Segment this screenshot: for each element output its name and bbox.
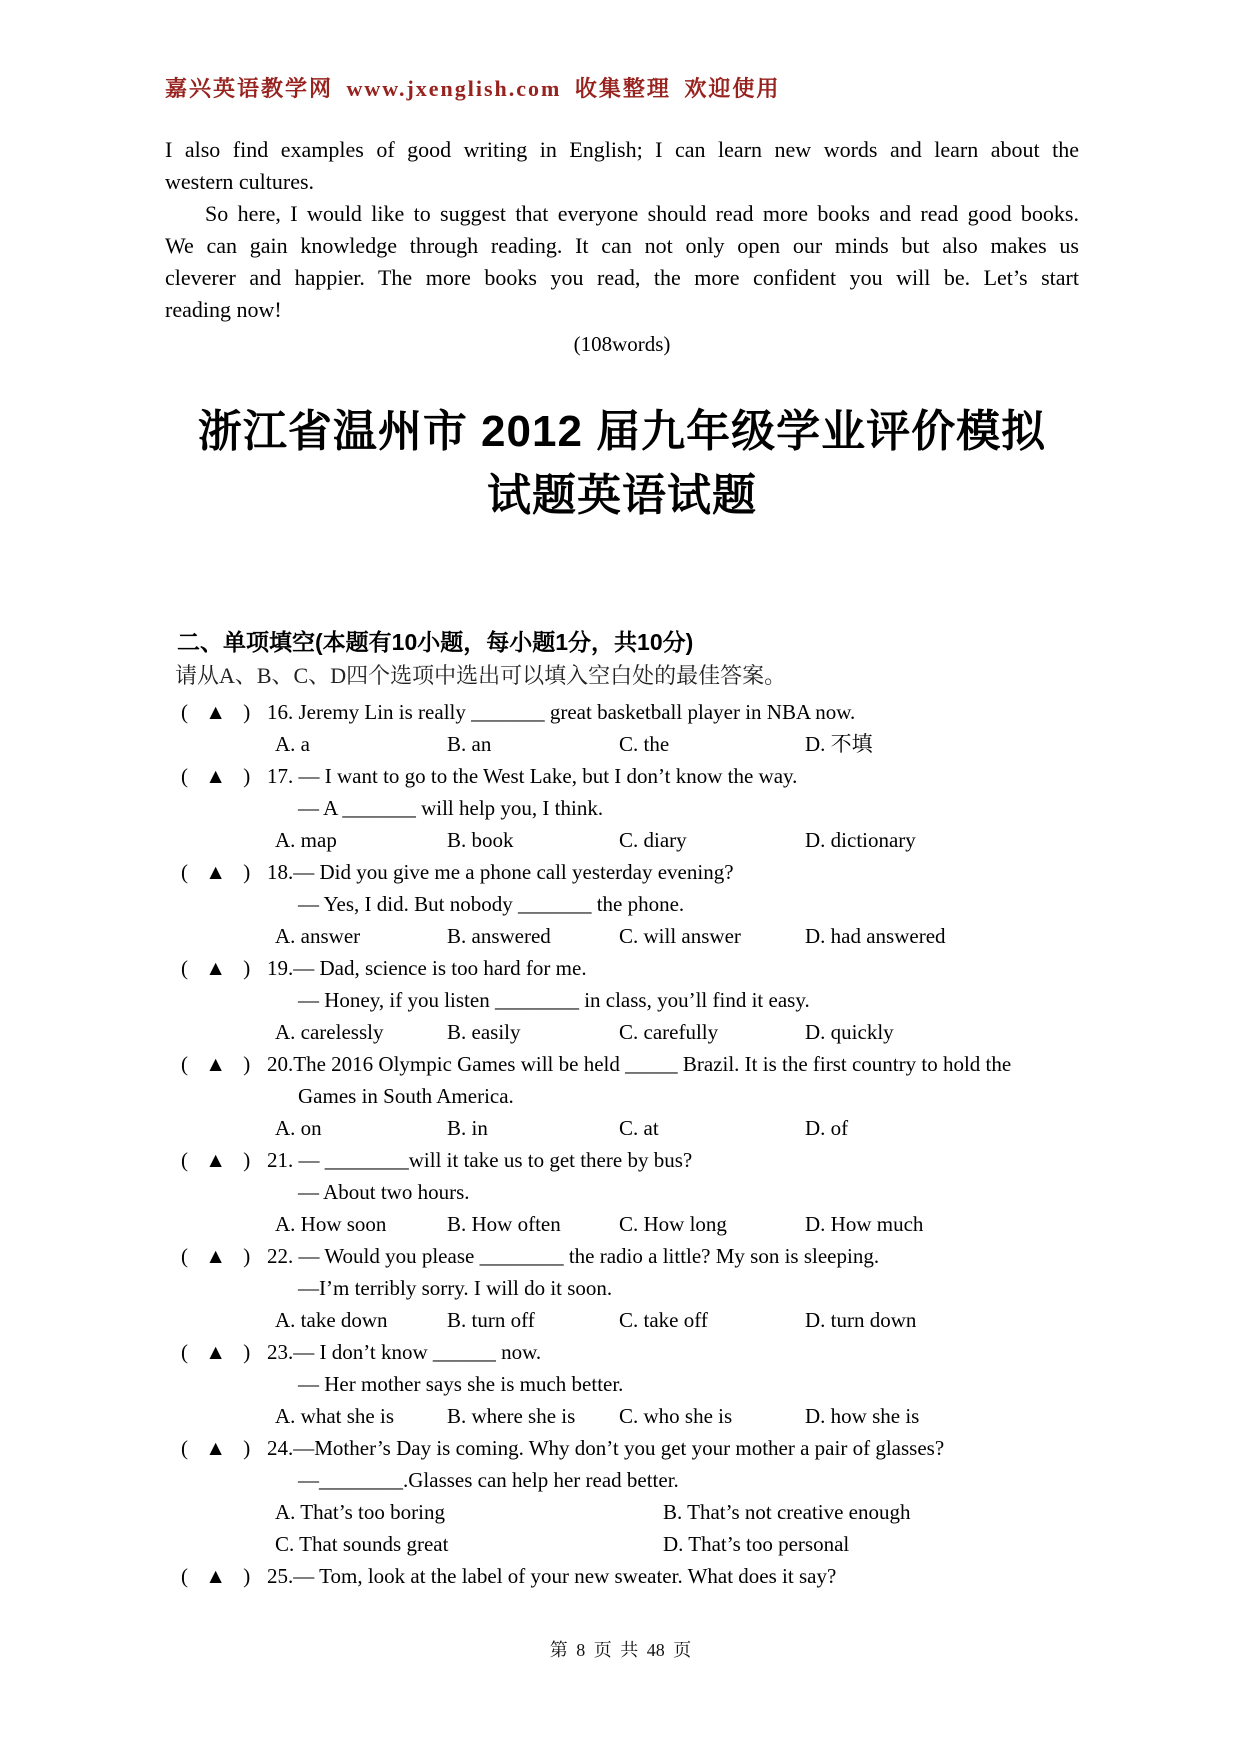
- option: D. quickly: [805, 1020, 894, 1044]
- question-first-line: [165, 760, 1079, 792]
- options-row: [275, 1400, 1079, 1432]
- options-row: [275, 824, 1079, 856]
- question-item: [165, 760, 1079, 856]
- option: B. in: [447, 1116, 488, 1140]
- answer-marker: ( ▲ ): [181, 1148, 251, 1172]
- question-text: 19.— Dad, science is too hard for me.: [267, 956, 587, 980]
- option: D. dictionary: [805, 828, 916, 852]
- answer-marker: ( ▲ ): [181, 700, 251, 724]
- question-first-line: [165, 952, 1079, 984]
- question-text: 16. Jeremy Lin is really _______ great basketball player in NBA now.: [267, 700, 856, 724]
- question-line: —________.Glasses can help her read better.: [298, 1468, 679, 1492]
- option: C. the: [619, 732, 670, 756]
- option: A. what she is: [275, 1404, 394, 1428]
- option: C. How long: [619, 1212, 727, 1236]
- option: D. turn down: [805, 1308, 917, 1332]
- question-list: [165, 696, 1079, 1592]
- question-text: 23.— I don’t know ______ now.: [267, 1340, 542, 1364]
- option: C. carefully: [619, 1020, 719, 1044]
- option: D. 不填: [805, 732, 873, 756]
- question-item: [165, 1560, 1079, 1592]
- option: A. on: [275, 1116, 322, 1140]
- answer-marker: ( ▲ ): [181, 1564, 251, 1588]
- option: C. take off: [619, 1308, 708, 1332]
- page-content: [165, 134, 1079, 1592]
- option: C. at: [619, 1116, 659, 1140]
- option: C. who she is: [619, 1404, 733, 1428]
- answer-marker: ( ▲ ): [181, 1052, 251, 1076]
- question-text: 21. — ________will it take us to get there by bus?: [267, 1148, 693, 1172]
- answer-marker: ( ▲ ): [181, 956, 251, 980]
- question-first-line: [165, 1336, 1079, 1368]
- site-header: [165, 72, 780, 103]
- options-row: [275, 1496, 1079, 1560]
- question-line: Games in South America.: [298, 1084, 514, 1108]
- question-item: [165, 1432, 1079, 1560]
- options-row: [275, 1112, 1079, 1144]
- option: C. diary: [619, 828, 687, 852]
- option: B. where she is: [447, 1404, 576, 1428]
- question-first-line: [165, 1560, 1079, 1592]
- question-line: — Her mother says she is much better.: [298, 1372, 624, 1396]
- question-text: 25.— Tom, look at the label of your new sweater. What does it say?: [267, 1564, 837, 1588]
- word-count: (108words): [573, 332, 671, 356]
- passage-line: reading now!: [165, 297, 282, 322]
- answer-marker: ( ▲ ): [181, 1244, 251, 1268]
- page-footer: [0, 1636, 1241, 1662]
- option: B. an: [447, 732, 492, 756]
- option: A. map: [275, 828, 337, 852]
- option: D. How much: [805, 1212, 924, 1236]
- passage-line: So here, I would like to suggest that everyone should read more books and read good books.: [205, 201, 1079, 226]
- passage-line: western cultures.: [165, 169, 315, 194]
- question-line: — About two hours.: [298, 1180, 470, 1204]
- option: D. of: [805, 1116, 849, 1140]
- section-heading: 二、单项填空(本题有10小题，每小题1分，共10分): [177, 629, 694, 655]
- question-line: — A _______ will help you, I think.: [298, 796, 604, 820]
- options-row: [275, 1208, 1079, 1240]
- option: B. That’s not creative enough: [663, 1500, 911, 1524]
- option: C. will answer: [619, 924, 741, 948]
- options-row: [275, 1304, 1079, 1336]
- question-text: 18.— Did you give me a phone call yesterday evening?: [267, 860, 734, 884]
- answer-marker: ( ▲ ): [181, 1340, 251, 1364]
- question-item: [165, 1240, 1079, 1336]
- passage-line: cleverer and happier. The more books you read, the more confident you will be. Let’s start: [165, 265, 1079, 290]
- question-item: [165, 1336, 1079, 1432]
- question-item: [165, 952, 1079, 1048]
- option: D. how she is: [805, 1404, 920, 1428]
- option: A. take down: [275, 1308, 388, 1332]
- option: D. That’s too personal: [663, 1532, 850, 1556]
- option: B. book: [447, 828, 514, 852]
- question-first-line: [165, 1432, 1079, 1464]
- section-instruction: 请从A、B、C、D四个选项中选出可以填入空白处的最佳答案。: [175, 663, 787, 688]
- question-item: [165, 1144, 1079, 1240]
- question-line: — Yes, I did. But nobody _______ the phone.: [298, 892, 685, 916]
- question-text: 17. — I want to go to the West Lake, but I don’t know the way.: [267, 764, 798, 788]
- options-row: [275, 1016, 1079, 1048]
- answer-marker: ( ▲ ): [181, 860, 251, 884]
- option: B. answered: [447, 924, 551, 948]
- passage-line: I also find examples of good writing in English; I can learn new words and learn about the: [165, 137, 1079, 162]
- exam-title: [165, 400, 1079, 528]
- question-item: [165, 1048, 1079, 1144]
- option: C. That sounds great: [275, 1532, 449, 1556]
- option: A. That’s too boring: [275, 1500, 445, 1524]
- question-text: 20.The 2016 Olympic Games will be held _____ Brazil. It is the first country to hold the: [267, 1052, 1012, 1076]
- passage-line: We can gain knowledge through reading. It can not only open our minds but also makes us: [165, 233, 1079, 258]
- options-row: [275, 728, 1079, 760]
- question-first-line: [165, 856, 1079, 888]
- option: A. answer: [275, 924, 361, 948]
- answer-marker: ( ▲ ): [181, 1436, 251, 1460]
- page-number: 第 8 页 共 48 页: [549, 1640, 692, 1660]
- question-text: 24.—Mother’s Day is coming. Why don’t you get your mother a pair of glasses?: [267, 1436, 945, 1460]
- option: D. had answered: [805, 924, 946, 948]
- answer-marker: ( ▲ ): [181, 764, 251, 788]
- option: A. How soon: [275, 1212, 387, 1236]
- question-first-line: [165, 696, 1079, 728]
- question-item: [165, 696, 1079, 760]
- option: A. a: [275, 732, 310, 756]
- question-text: 22. — Would you please ________ the radio a little? My son is sleeping.: [267, 1244, 880, 1268]
- passage-paragraph: [165, 198, 1079, 326]
- reading-passage: [165, 134, 1079, 326]
- question-first-line: [165, 1240, 1079, 1272]
- question-item: [165, 856, 1079, 952]
- site-notice: 嘉兴英语教学网 www.jxenglish.com 收集整理 欢迎使用: [165, 76, 781, 101]
- option: B. turn off: [447, 1308, 535, 1332]
- question-first-line: [165, 1048, 1079, 1080]
- options-row: [275, 920, 1079, 952]
- option: B. easily: [447, 1020, 521, 1044]
- question-first-line: [165, 1144, 1079, 1176]
- question-line: —I’m terribly sorry. I will do it soon.: [298, 1276, 613, 1300]
- option: A. carelessly: [275, 1020, 384, 1044]
- exam-title-line2: 试题英语试题: [487, 471, 757, 520]
- passage-paragraph: [165, 134, 1079, 198]
- exam-title-line1: 浙江省温州市 2012 届九年级学业评价模拟: [197, 407, 1047, 456]
- option: B. How often: [447, 1212, 561, 1236]
- question-line: — Honey, if you listen ________ in class, you’ll find it easy.: [298, 988, 810, 1012]
